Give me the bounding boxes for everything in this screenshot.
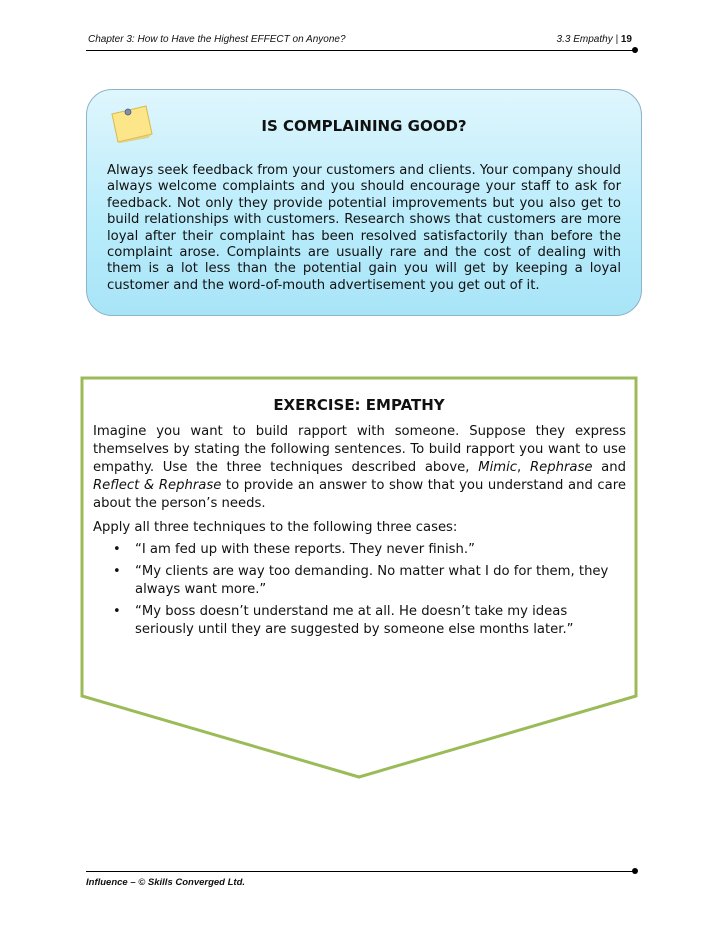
page-number: 19 [620,34,632,45]
technique-mimic: Mimic [478,460,517,475]
footer-rule-dot [632,868,638,874]
header-rule-dot [632,47,638,53]
chapter-title: Chapter 3: How to Have the Highest EFFECT on Anyone? [88,34,346,45]
intro-comma: , [517,460,530,475]
header-rule [86,50,634,51]
technique-reflect-rephrase: Reflect & Rephrase [93,478,222,493]
section-and-page [557,34,632,45]
intro-text-1: Imagine you want to build rapport with someone. Suppose they express themselves by stating the following sentences. To build rapport you want to use empathy. Use the three techniques described above, [93,424,626,475]
case-text: “My boss doesn’t understand me at all. He doesn’t take my ideas seriously until they are suggested by someone else months later.” [135,604,574,637]
callout-title: IS COMPLAINING GOOD? [261,117,467,135]
page-header [86,34,634,48]
exercise-intro [93,423,626,513]
exercise-title: EXERCISE: EMPATHY [273,396,445,414]
complaining-callout [86,89,642,316]
callout-body: Always seek feedback from your customers and clients. Your company should always welcome complaints and you should encourage your staff to ask for feedback. Not only they provide potential improvements but you also get to build relationships with customers. Research shows that customers are more loyal after their complaint has been resolved satisfactorily than before the complaint arose. Complaints are usually rare and the cost of dealing with them is a lot less than the potential gain you will get by keeping a loyal customer and the word-of-mouth advertisement you get out of it. [107,163,621,293]
case-text: “My clients are way too demanding. No matter what I do for them, they always want more.” [135,564,609,597]
list-item [93,603,626,639]
sticky-note-icon [108,104,154,144]
case-list [93,541,626,639]
list-item [93,541,626,559]
list-item [93,563,626,599]
technique-rephrase: Rephrase [529,460,593,475]
exercise-apply-text: Apply all three techniques to the following three cases: [93,520,458,535]
intro-text-2: to provide an answer to show that you understand and care about the person’s needs. [93,478,627,511]
section-title: 3.3 Empathy [556,34,613,45]
case-text: “I am fed up with these reports. They never finish.” [135,542,475,557]
bullet: • [113,542,121,557]
bullet: • [113,604,121,619]
bullet: • [113,564,121,579]
footer-rule [86,871,634,872]
exercise-body [93,423,626,643]
intro-and: and [592,460,626,475]
footer-text: Influence – © Skills Converged Ltd. [86,877,246,888]
header-separator: | [615,34,619,45]
